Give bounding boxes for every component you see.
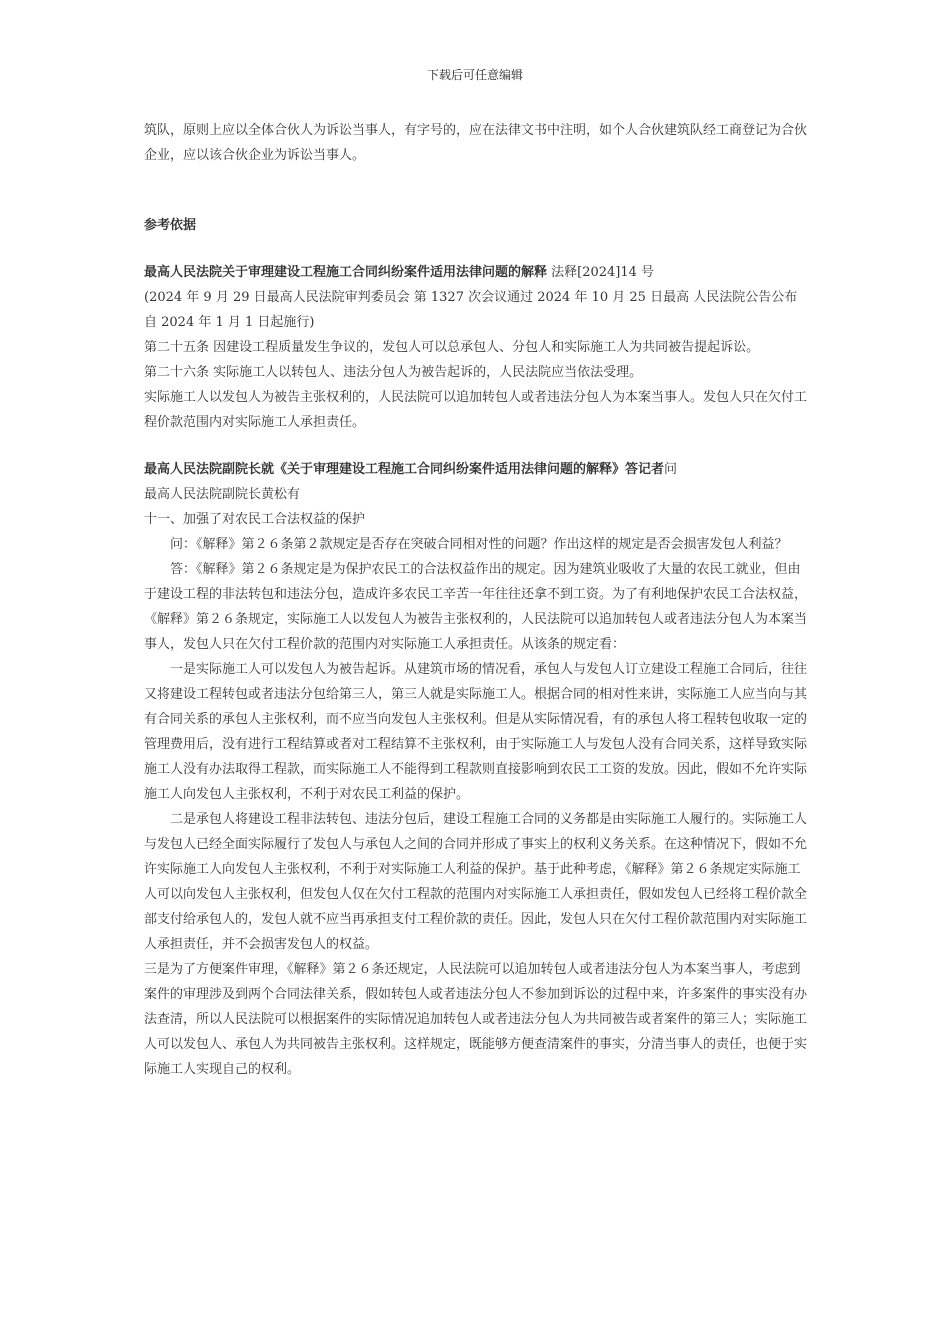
page-header: 下载后可任意编辑 xyxy=(426,68,523,82)
article-25: 第二十五条 因建设工程质量发生争议的，发包人可以总承包人、分包人和实际施工人为共同被告提起诉讼。 xyxy=(144,340,760,355)
law-title: 最高人民法院关于审理建设工程施工合同纠纷案件适用法律问题的解释 xyxy=(144,265,548,280)
point-two-paragraph: 二是承包人将建设工程非法转包、违法分包后，建设工程施工合同的义务都是由实际施工人履行的。实际施工人与发包人已经全面实际履行了发包人与承包人之间的合同并形成了事实上的权利义务关系。在这种情况下，假如不允许实际施工人向发包人主张权利，不利于对实际施工人利益的保护。基于此种考虑，《解释》第２６条规定实际施工人可以向发包人主张权利，但发包人仅在欠付工程款的范围内对实际施工人承担责任，假如发包人已经将工程价款全部支付给承包人的，发包人就不应当再承担支付工程价款的责任。因此，发包人只在欠付工程价款范围内对实际施工人承担责任，并不会损害发包人的权益。 xyxy=(144,812,808,952)
interview-title: 最高人民法院副院长就《关于审理建设工程施工合同纠纷案件适用法律问题的解释》答记者 xyxy=(144,462,665,477)
point-one-paragraph: 一是实际施工人可以发包人为被告起诉。从建筑市场的情况看，承包人与发包人订立建设工程施工合同后，往往又将建设工程转包或者违法分包给第三人，第三人就是实际施工人。根据合同的相对性来讲，实际施工人应当向与其有合同关系的承包人主张权利，而不应当向发包人主张权利。但是从实际情况看，有的承包人将工程转包收取一定的管理费用后，没有进行工程结算或者对工程结算不主张权利，由于实际施工人与发包人没有合同关系，这样导致实际施工人没有办法取得工程款，而实际施工人不能得到工程款则直接影响到农民工工资的发放。因此，假如不允许实际施工人向发包人主张权利，不利于对农民工利益的保护。 xyxy=(144,662,808,802)
question-paragraph: 问：《解释》第２６条第２款规定是否存在突破合同相对性的问题？作出这样的规定是否会损害发包人利益？ xyxy=(170,537,788,552)
reference-heading: 参考依据 xyxy=(144,218,197,233)
law-title-line xyxy=(144,260,812,285)
law-number: 法释[2024]14 号 xyxy=(547,265,655,280)
article-26-para-2: 实际施工人以发包人为被告主张权利的，人民法院可以追加转包人或者违法分包人为本案当事人。发包人只在欠付工程价款范围内对实际施工人承担责任。 xyxy=(144,390,808,430)
interview-title-line xyxy=(144,457,812,482)
article-26: 第二十六条 实际施工人以转包人、违法分包人为被告起诉的，人民法院应当依法受理。 xyxy=(144,365,643,380)
section-heading: 十一、加强了对农民工合法权益的保护 xyxy=(144,512,366,527)
document-body xyxy=(144,118,812,1082)
law-adopted-note: (2024 年 9 月 29 日最高人民法院审判委员会 第 1327 次会议通过 2024 年 10 月 25 日最高 人民法院公告公布 自 2024 年 1 月 1 日起施行) xyxy=(144,290,798,330)
point-three-paragraph: 三是为了方便案件审理，《解释》第２６条还规定，人民法院可以追加转包人或者违法分包人为本案当事人，考虑到案件的审理涉及到两个合同法律关系，假如转包人或者违法分包人不参加到诉讼的过程中来，许多案件的事实没有办法查清，所以人民法院可以根据案件的实际情况追加转包人或者违法分包人为共同被告或者案件的第三人；实际施工人可以发包人、承包人为共同被告主张权利。这样规定，既能够方便查清案件的事实，分清当事人的责任，也便于实际施工人实现自己的权利。 xyxy=(144,962,808,1077)
interview-author: 最高人民法院副院长黄松有 xyxy=(144,487,301,502)
interview-title-tail: 问 xyxy=(664,462,678,477)
intro-paragraph: 筑队，原则上应以全体合伙人为诉讼当事人，有字号的，应在法律文书中注明，如个人合伙建筑队经工商登记为合伙企业，应以该合伙企业为诉讼当事人。 xyxy=(144,123,808,163)
answer-paragraph: 答：《解释》第２６条规定是为保护农民工的合法权益作出的规定。因为建筑业吸收了大量的农民工就业，但由于建设工程的非法转包和违法分包，造成许多农民工辛苦一年往往还拿不到工资。为了有利地保护农民工合法权益，《解释》第２６条规定，实际施工人以发包人为被告主张权利的，人民法院可以追加转包人或者违法分包人为本案当事人，发包人只在欠付工程价款的范围内对实际施工人承担责任。从该条的规定看： xyxy=(144,562,808,652)
